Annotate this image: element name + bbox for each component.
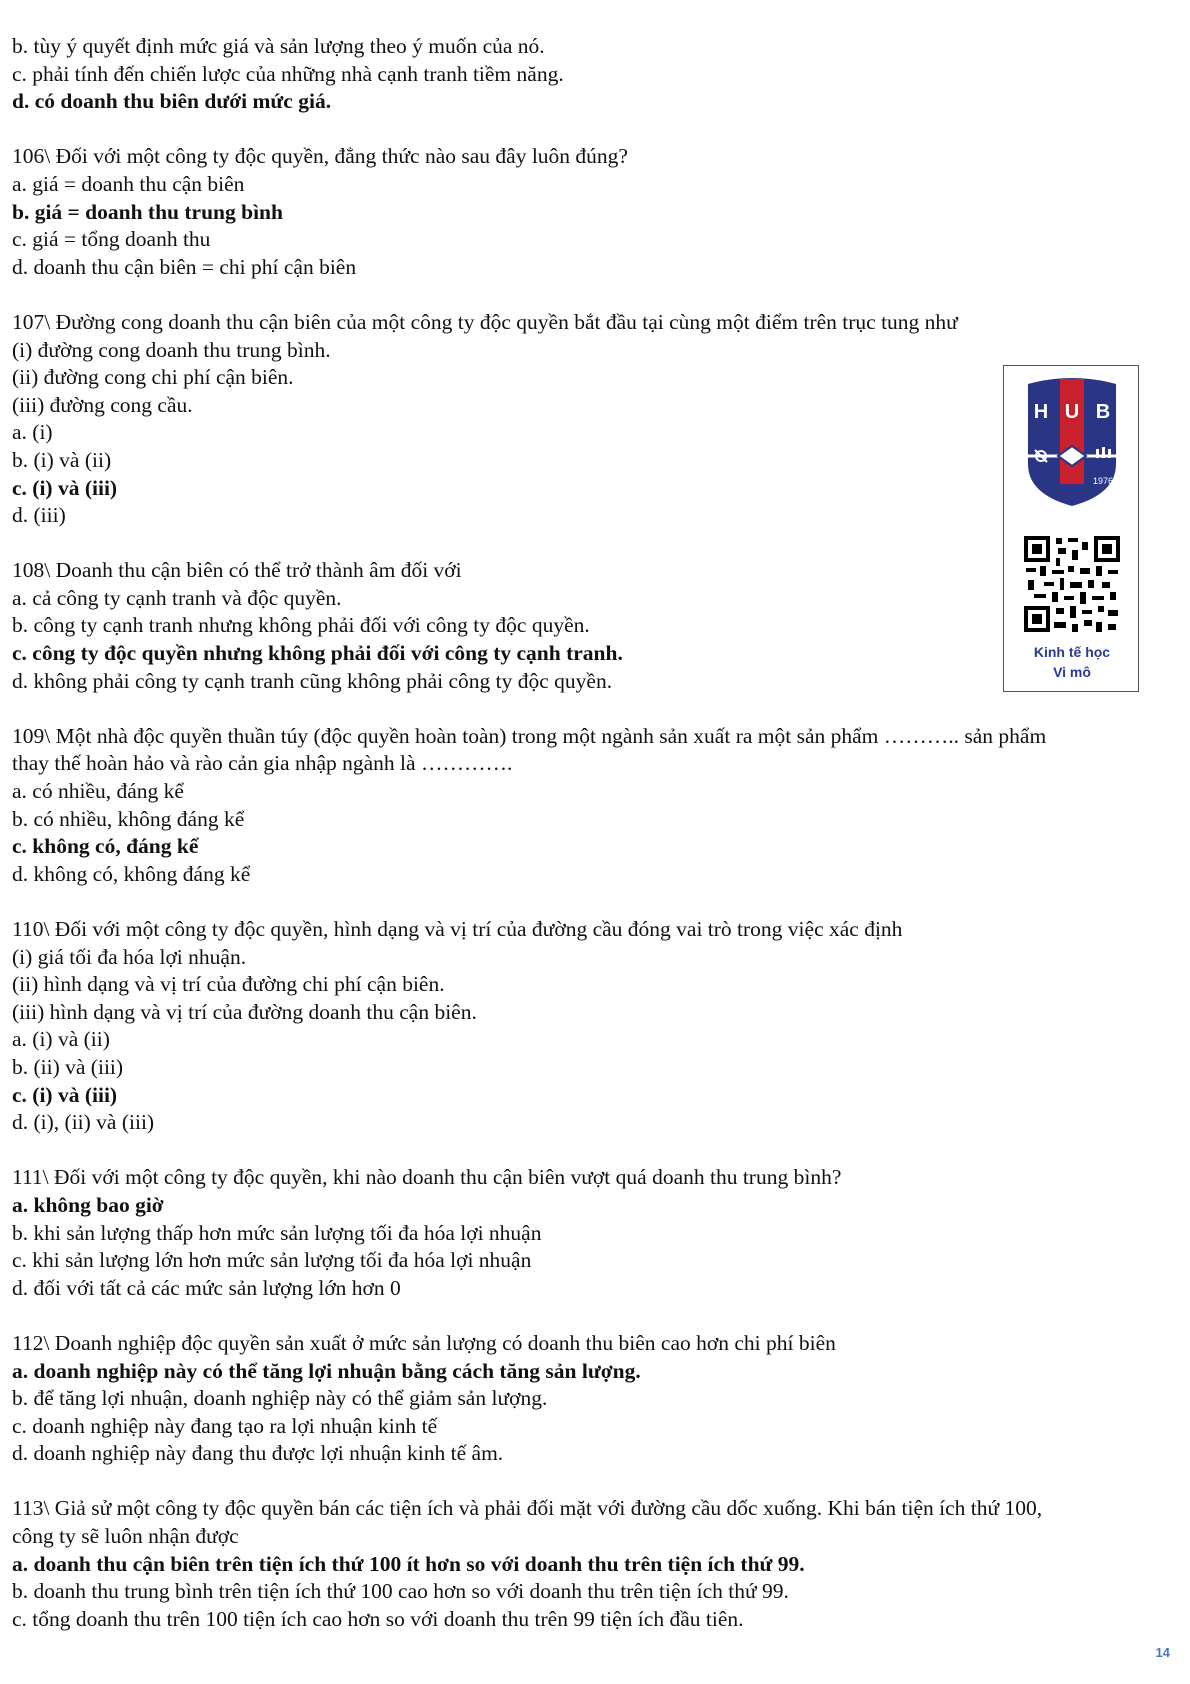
answer-line: b. có nhiều, không đáng kể <box>12 806 245 831</box>
answer-line: a. (i) và (ii) <box>12 1027 110 1052</box>
correct-answer: b. giá = doanh thu trung bình <box>12 199 283 224</box>
logo-letter: H <box>1033 401 1049 423</box>
answer-line: a. có nhiều, đáng kể <box>12 779 184 804</box>
question-112: 112\ Doanh nghiệp độc quyền sản xuất ở mức sản lượng có doanh thu biên cao hơn chi phí biên <box>12 1330 836 1355</box>
answer-line: a. giá = doanh thu cận biên <box>12 171 245 196</box>
question-106: 106\ Đối với một công ty độc quyền, đẳng thức nào sau đây luôn đúng? <box>12 144 628 169</box>
course-caption-line2: Vi mô <box>1053 664 1091 680</box>
answer-line: a. cả công ty cạnh tranh và độc quyền. <box>12 585 342 610</box>
answer-line: b. (i) và (ii) <box>12 447 112 472</box>
question-107: 107\ Đường cong doanh thu cận biên của một công ty độc quyền bắt đầu tại cùng một điểm trên trục tung như <box>12 309 958 334</box>
question-110: 110\ Đối với một công ty độc quyền, hình dạng và vị trí của đường cầu đóng vai trò trong việc xác định <box>12 917 903 941</box>
question-113-cont: công ty sẽ luôn nhận được <box>12 1524 239 1549</box>
option-line: (iii) đường cong cầu. <box>12 392 193 417</box>
answer-line: c. doanh nghiệp này đang tạo ra lợi nhuận kinh tế <box>12 1413 438 1438</box>
answer-line: d. (iii) <box>12 503 66 528</box>
page-number: 14 <box>1155 1645 1170 1660</box>
option-line: (iii) hình dạng và vị trí của đường doanh thu cận biên. <box>12 999 477 1024</box>
question-111: 111\ Đối với một công ty độc quyền, khi nào doanh thu cận biên vượt quá doanh thu trung bình? <box>12 1165 842 1190</box>
option-line: (ii) đường cong chi phí cận biên. <box>12 365 294 390</box>
answer-line: d. (i), (ii) và (iii) <box>12 1110 155 1135</box>
logo-year: 1976 <box>1092 476 1114 486</box>
course-caption-line1: Kinh tế học <box>1033 644 1111 660</box>
question-108: 108\ Doanh thu cận biên có thể trở thành âm đối với <box>12 558 462 583</box>
answer-line: b. (ii) và (iii) <box>12 1054 124 1079</box>
correct-answer: c. không có, đáng kể <box>12 834 199 859</box>
correct-answer: c. (i) và (iii) <box>12 1082 118 1107</box>
answer-line: b. doanh thu trung bình trên tiện ích thứ 100 cao hơn so với doanh thu trên tiện ích thứ 99. <box>12 1579 789 1604</box>
answer-line: c. giá = tổng doanh thu <box>12 227 211 252</box>
answer-line: d. không có, không đáng kể <box>12 861 251 886</box>
correct-answer: d. có doanh thu biên dưới mức giá. <box>12 89 332 114</box>
document-body <box>12 33 1177 1633</box>
answer-line: d. doanh nghiệp này đang thu được lợi nhuận kinh tế âm. <box>12 1441 504 1466</box>
qr-code <box>1024 536 1120 632</box>
answer-line: d. doanh thu cận biên = chi phí cận biên <box>12 254 357 279</box>
course-sidebar <box>1003 365 1139 692</box>
correct-answer: a. doanh thu cận biên trên tiện ích thứ 100 ít hơn so với doanh thu trên tiện ích thứ 99. <box>12 1551 805 1576</box>
answer-line: c. phải tính đến chiến lược của những nhà cạnh tranh tiềm năng. <box>12 61 564 86</box>
option-line: (ii) hình dạng và vị trí của đường chi phí cận biên. <box>12 972 445 997</box>
correct-answer: a. không bao giờ <box>12 1192 164 1217</box>
logo-letter: U <box>1064 401 1080 423</box>
correct-answer: c. công ty độc quyền nhưng không phải đối với công ty cạnh tranh. <box>12 641 623 666</box>
logo-letter: B <box>1095 401 1111 423</box>
answer-line: d. không phải công ty cạnh tranh cũng không phải công ty độc quyền. <box>12 668 613 693</box>
answer-line: b. công ty cạnh tranh nhưng không phải đối với công ty độc quyền. <box>12 613 590 638</box>
answer-line: b. để tăng lợi nhuận, doanh nghiệp này có thể giảm sản lượng. <box>12 1386 548 1411</box>
answer-line: a. (i) <box>12 420 53 445</box>
correct-answer: c. (i) và (iii) <box>12 475 118 500</box>
question-113: 113\ Giả sử một công ty độc quyền bán các tiện ích và phải đối mặt với đường cầu dốc xuống. Khi bán tiện ích thứ 100, <box>12 1496 1043 1521</box>
correct-answer: a. doanh nghiệp này có thể tăng lợi nhuận bằng cách tăng sản lượng. <box>12 1358 641 1383</box>
question-109: 109\ Một nhà độc quyền thuần túy (độc quyền hoàn toàn) trong một ngành sản xuất ra một sản phẩm ……….. sản phẩm <box>12 723 1047 748</box>
answer-line: c. khi sản lượng lớn hơn mức sản lượng tối đa hóa lợi nhuận <box>12 1248 532 1273</box>
option-line: (i) đường cong doanh thu trung bình. <box>12 337 331 362</box>
answer-line: b. khi sản lượng thấp hơn mức sản lượng tối đa hóa lợi nhuận <box>12 1220 542 1245</box>
answer-line: c. tổng doanh thu trên 100 tiện ích cao hơn so với doanh thu trên 99 tiện ích đầu tiên. <box>12 1606 744 1631</box>
answer-line: b. tùy ý quyết định mức giá và sản lượng theo ý muốn của nó. <box>12 34 545 58</box>
hub-logo <box>1024 376 1120 508</box>
answer-line: d. đối với tất cả các mức sản lượng lớn hơn 0 <box>12 1275 401 1300</box>
option-line: (i) giá tối đa hóa lợi nhuận. <box>12 944 247 969</box>
question-109-cont: thay thế hoàn hảo và rào cản gia nhập ngành là …………. <box>12 751 513 776</box>
